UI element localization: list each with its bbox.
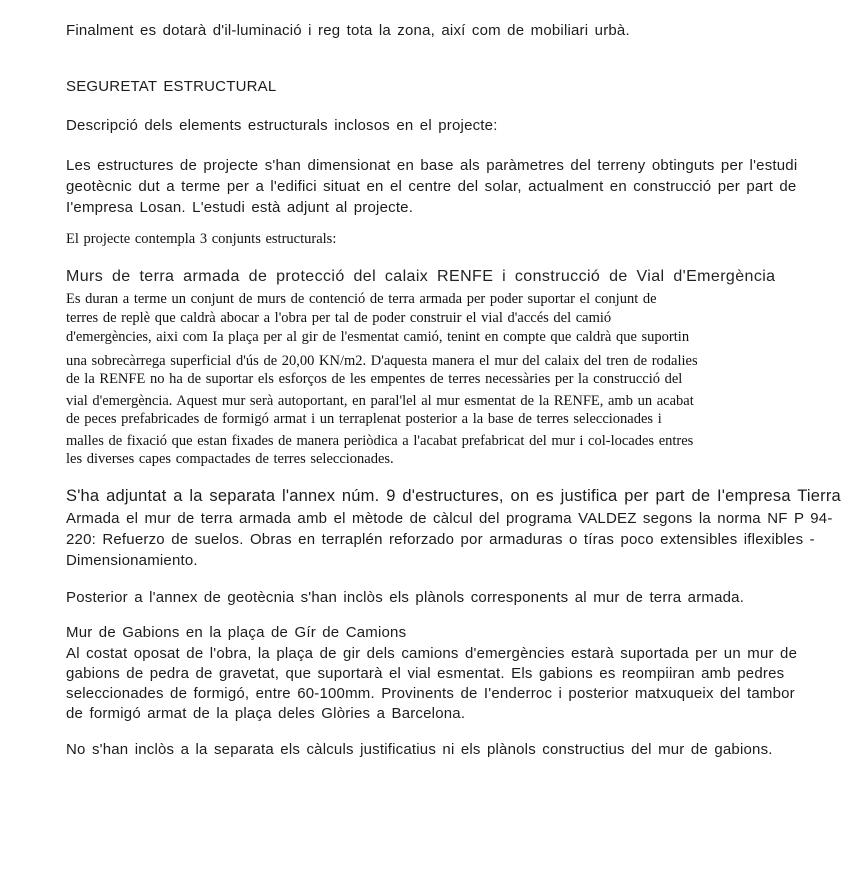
paragraph-finalment (66, 20, 841, 41)
text-line: terres de replè que caldrà abocar a l'obra per tal de poder construir el vial d'accés del camió (66, 310, 612, 326)
text-line: SEGURETAT ESTRUCTURAL (66, 78, 277, 95)
text-line: una sobrecàrrega superficial d'ús de 20,00 KN/m2. D'aquesta manera el mur del calaix del tren de rodalies (66, 353, 698, 369)
paragraph-el-projecte-contempla (66, 230, 841, 249)
text-line: Murs de terra armada de protecció del calaix RENFE i construcció de Vial d'Emergència (66, 268, 776, 285)
text-line: geotècnic dut a terme per a l'edifici situat en el centre del solar, actualment en construcció per part de (66, 178, 797, 195)
paragraph-descripcio (66, 115, 841, 136)
text-line: Es duran a terme un conjunt de murs de contenció de terra armada per poder suportar el conjunt de (66, 291, 657, 307)
text-line: Armada el mur de terra armada amb el mètode de càlcul del programa VALDEZ segons la norma NF P 94- (66, 510, 833, 527)
text-line: vial d'emergència. Aquest mur serà autoportant, en paral'lel al mur esmentat de la RENFE, amb un acabat (66, 393, 694, 409)
text-line: Al costat oposat de l'obra, la plaça de gir dels camions d'emergències estarà suportada per un mur de (66, 645, 798, 662)
text-line: d'emergències, aixi com Ia plaça per al gir de l'esmentat camió, tenint en compte que caldrà que suportin (66, 329, 690, 345)
paragraph-al-costat-oposat (66, 644, 841, 724)
text-line: Mur de Gabions en la plaça de Gír de Camions (66, 624, 407, 641)
text-line: Descripció dels elements estructurals inclosos en el projecte: (66, 117, 498, 134)
text-line: de peces prefabricades de formigó armat i un terraplenat posterior a la base de terres seleccionades i (66, 411, 662, 427)
text-line: les diverses capes compactades de terres seleccionades. (66, 451, 394, 467)
paragraph-sha-adjuntat-annex (66, 485, 841, 571)
text-line: seleccionades de formigó, entre 60-100mm. Provinents de I'enderroc i posterior matxuqueix del tambor (66, 685, 795, 702)
text-line: Posterior a l'annex de geotècnia s'han inclòs els plànols corresponents al mur de terra armada. (66, 589, 745, 606)
text-line: I'empresa Losan. L'estudi està adjunt al projecte. (66, 199, 414, 216)
paragraph-no-shan-inclos (66, 739, 841, 760)
text-line: de la RENFE no ha de suportar els esforços de les empentes de terres necessàries per la construcció del (66, 371, 683, 387)
paragraph-es-duran-a-terme (66, 290, 841, 347)
section-heading-seguretat-estructural (66, 76, 841, 97)
sub-heading-murs-terra-armada (66, 267, 841, 287)
text-line: Finalment es dotarà d'il-luminació i reg tota la zona, així com de mobiliari urbà. (66, 22, 630, 39)
text-line: S'ha adjuntat a la separata l'annex núm. 9 d'estructures, on es justifica per part de I'empresa Tierra (66, 487, 841, 505)
paragraph-vial-emergencia (66, 392, 841, 428)
text-line: gabions de pedra de gravetat, que suportarà el vial esmentat. Els gabions es reompiiran amb pedres (66, 665, 785, 682)
text-line: 220: Refuerzo de suelos. Obras en terraplén reforzado por armaduras o tíras poco extensibles iflexibles - (66, 531, 815, 548)
text-line: No s'han inclòs a la separata els càlculs justificatius ni els plànols constructius del mur de gabions. (66, 741, 773, 758)
paragraph-les-estructures (66, 155, 841, 218)
text-line: malles de fixació que estan fixades de manera periòdica a l'acabat prefabricat del mur i col-locades entres (66, 433, 694, 449)
text-line: de formigó armat de la plaça deles Glòries a Barcelona. (66, 705, 466, 722)
text-line: Dimensionamiento. (66, 552, 198, 569)
sub-heading-mur-de-gabions (66, 622, 841, 643)
paragraph-sobrecarrega (66, 352, 841, 388)
paragraph-malles-fixacio (66, 432, 841, 468)
text-line: El projecte contempla 3 conjunts estructurals: (66, 231, 337, 247)
paragraph-posterior-annex (66, 587, 841, 608)
text-line: Les estructures de projecte s'han dimensionat en base als paràmetres del terreny obtinguts per l'estudi (66, 157, 798, 174)
